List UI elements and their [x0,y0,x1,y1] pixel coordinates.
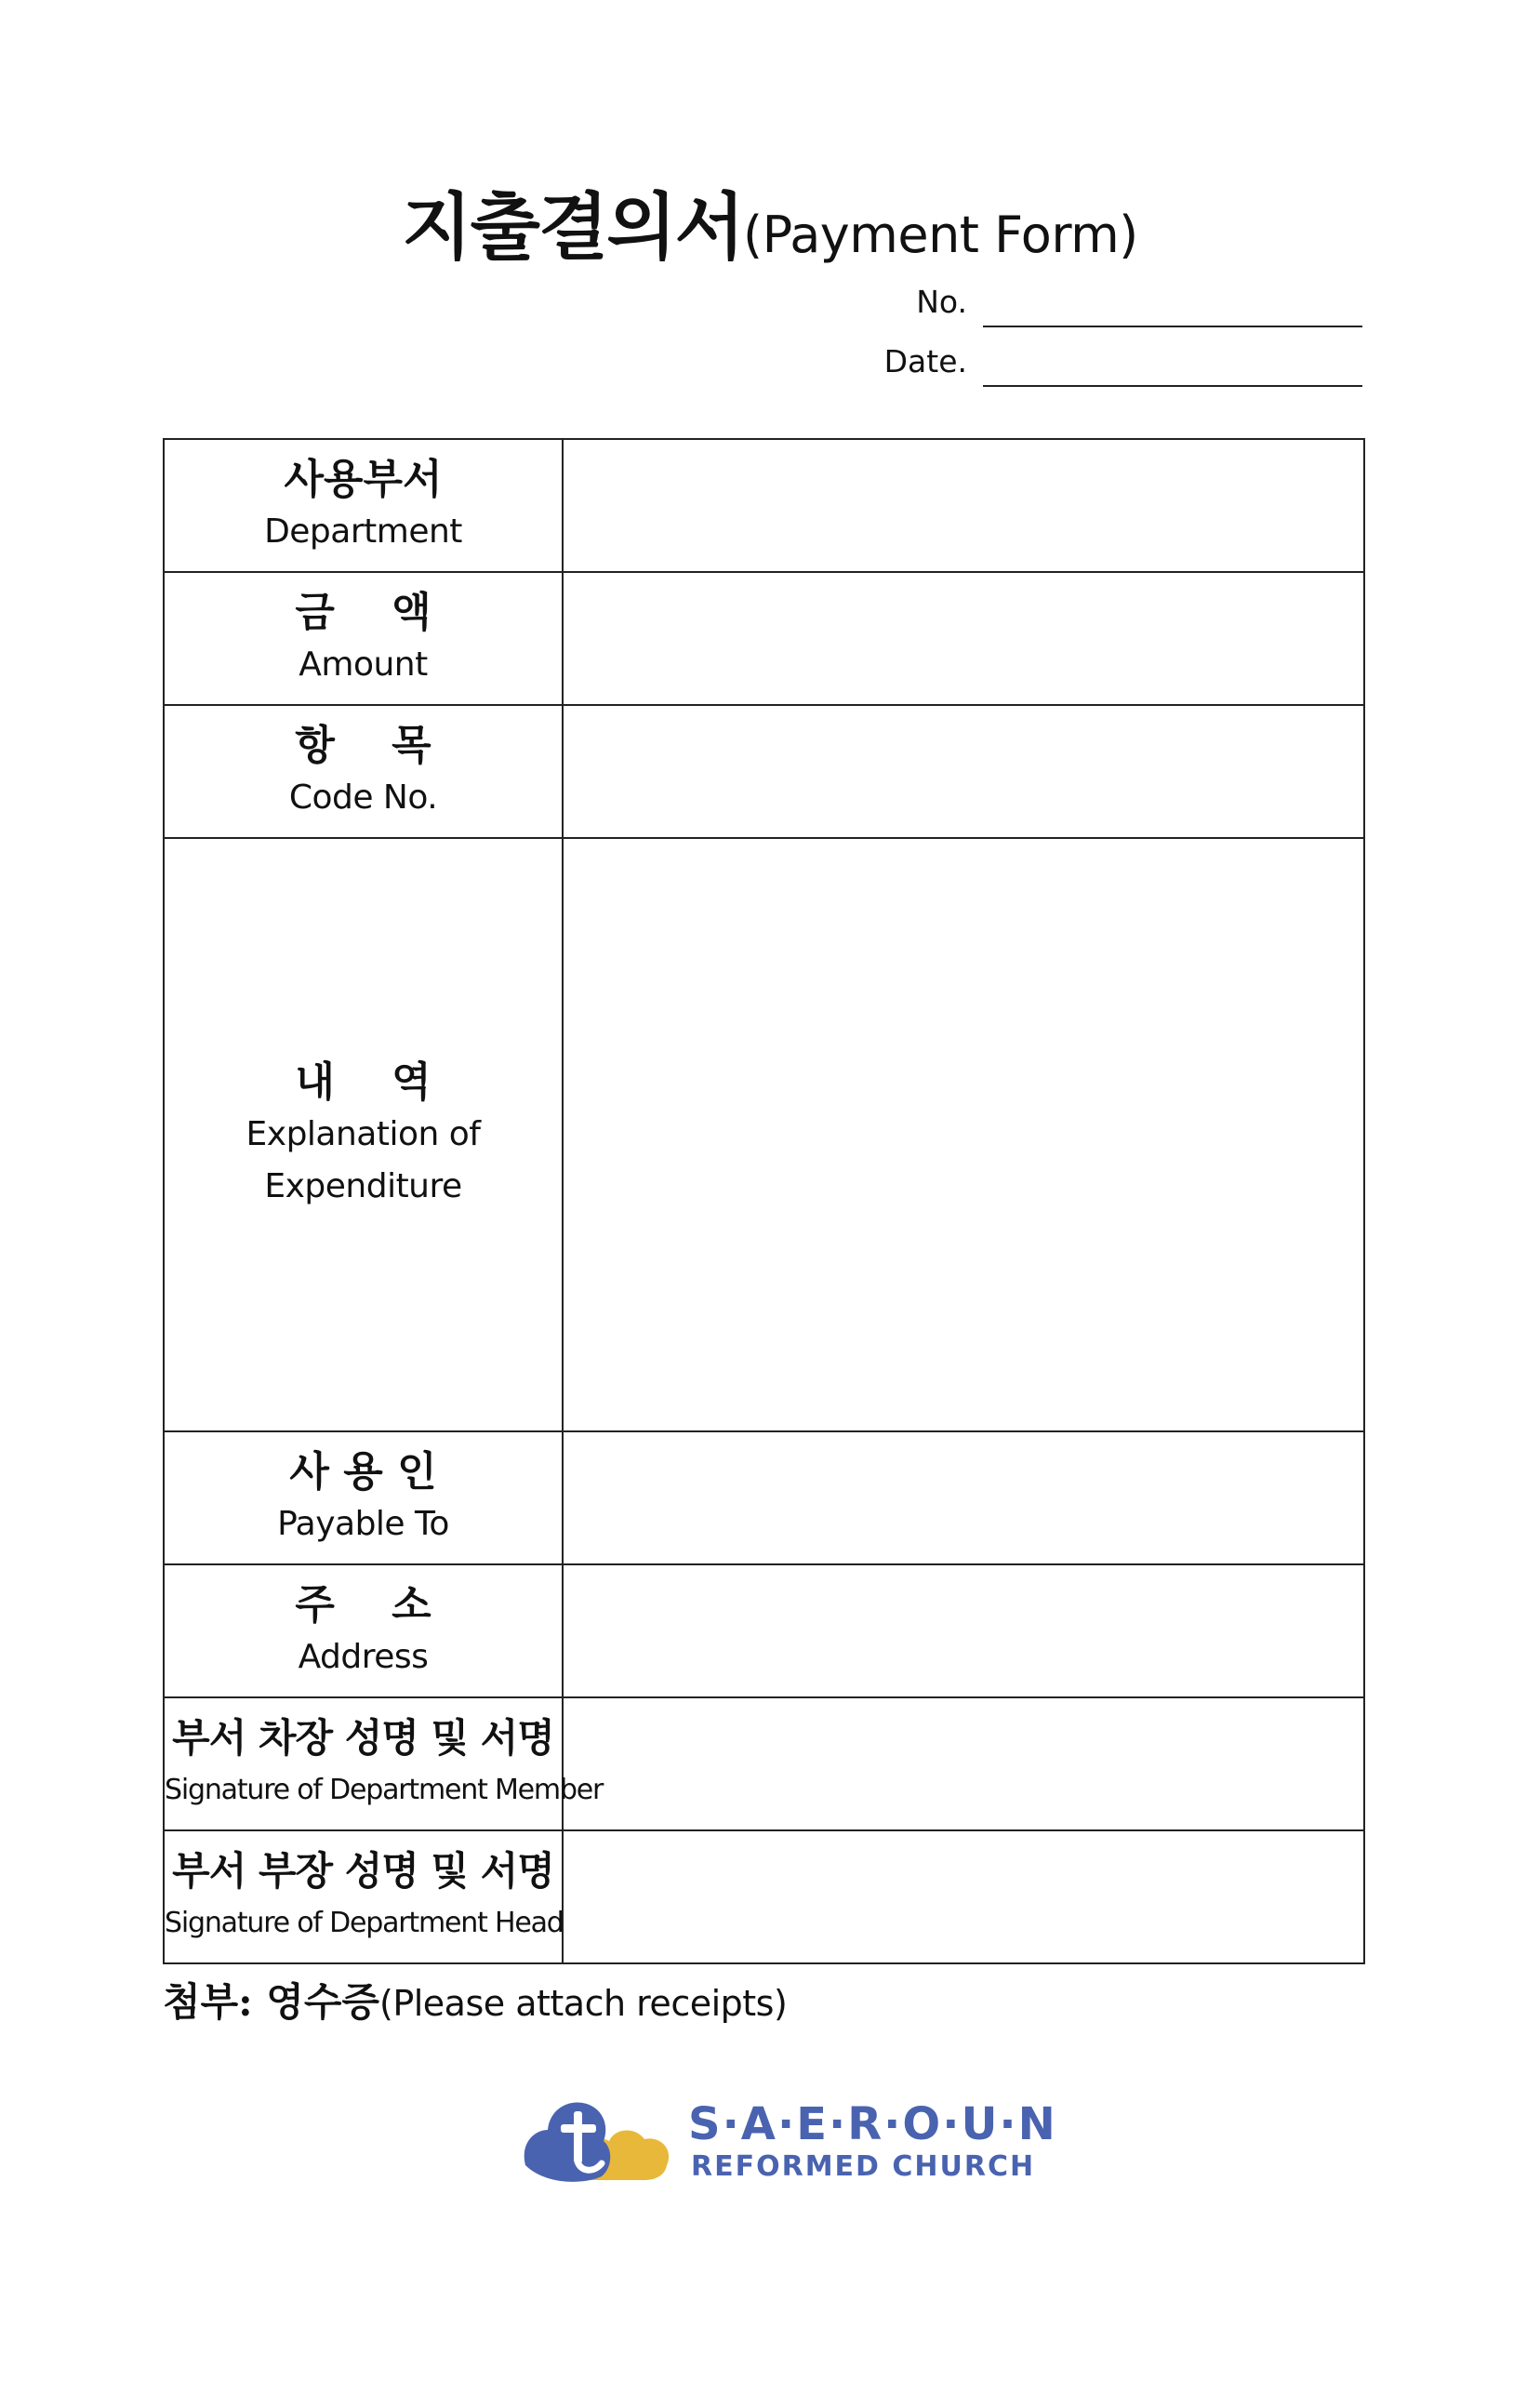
date-line[interactable] [983,385,1362,387]
department-value[interactable] [563,439,1364,572]
amount-label-korean: 금 액 [295,588,431,636]
code-label-korean: 항 목 [295,721,431,769]
number-line[interactable] [983,326,1362,327]
attachment-note [163,1972,787,2028]
explanation-value[interactable] [563,838,1364,1431]
logo-subtitle: REFORMED CHURCH [691,2150,1036,2183]
church-logo [516,2083,1057,2195]
address-label [164,1564,563,1697]
payable-to-label-korean: 사 용 인 [289,1447,437,1496]
row-explanation [164,838,1364,1431]
payable-to-label [164,1431,563,1564]
member-signature-label [164,1697,604,1830]
address-label-english: Address [298,1637,429,1676]
code-label-english: Code No. [288,778,438,817]
department-label [164,439,563,572]
number-field[interactable] [837,272,1362,327]
member-signature-label-korean: 부서 차장 성명 및 서명 [172,1714,554,1761]
attachment-korean: 첨부: 영수증 [163,1979,379,2025]
payment-form-table [163,438,1365,1964]
row-amount [164,572,1364,705]
code-value[interactable] [563,705,1364,838]
code-label [164,705,563,838]
department-label-korean: 사용부서 [284,455,443,503]
address-value[interactable] [563,1564,1364,1697]
head-signature-label-english: Signature of Department Head [165,1906,564,1939]
date-label: Date. [883,343,967,379]
attachment-english: (Please attach receipts) [379,1983,788,2024]
row-member-signature [164,1697,1364,1830]
explanation-label-english-1: Explanation of [246,1115,481,1153]
member-signature-value[interactable] [563,1697,1364,1830]
row-address [164,1564,1364,1697]
page-title [0,169,1540,273]
title-english: (Payment Form) [743,206,1138,264]
logo-name: S·A·E·R·O·U·N [688,2098,1057,2150]
church-cross-cloud-icon [516,2083,684,2195]
amount-value[interactable] [563,572,1364,705]
row-department [164,439,1364,572]
head-signature-value[interactable] [563,1830,1364,1963]
amount-label-english: Amount [299,645,428,684]
payable-to-label-english: Payable To [277,1504,449,1543]
number-label: No. [916,284,967,320]
payable-to-value[interactable] [563,1431,1364,1564]
row-payable-to [164,1431,1364,1564]
explanation-label-english-2: Expenditure [264,1167,462,1205]
department-label-english: Department [264,512,462,551]
row-head-signature [164,1830,1364,1963]
amount-label [164,572,563,705]
explanation-label-korean: 내 역 [295,1058,431,1106]
member-signature-label-english: Signature of Department Member [165,1773,604,1806]
explanation-label [164,838,563,1431]
head-signature-label [164,1830,563,1963]
address-label-korean: 주 소 [295,1580,431,1629]
row-code [164,705,1364,838]
title-korean: 지출결의서 [402,185,743,270]
head-signature-label-korean: 부서 부장 성명 및 서명 [172,1847,554,1894]
date-field[interactable] [837,331,1362,387]
